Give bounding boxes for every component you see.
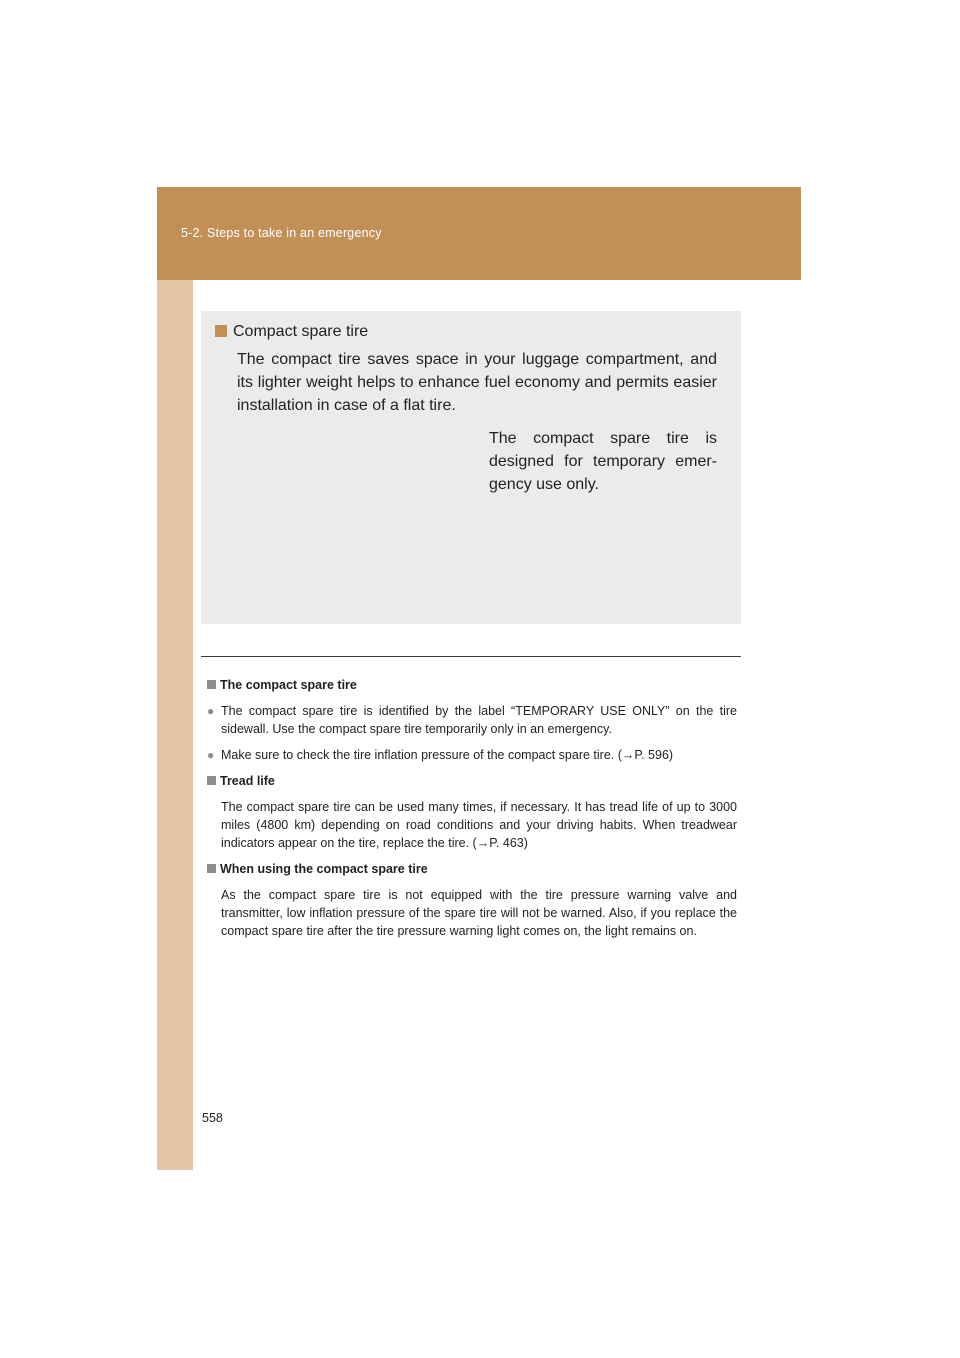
note-heading-text: When using the compact spare tire: [220, 862, 428, 876]
list-item: [207, 702, 737, 738]
square-bullet-icon: [207, 680, 216, 689]
side-strip: [157, 187, 193, 1170]
circle-bullet-icon: ●: [207, 704, 215, 718]
square-bullet-icon: [207, 776, 216, 785]
info-panel: [201, 311, 741, 624]
note-heading-compact-spare: [207, 676, 737, 694]
section-title: 5-2. Steps to take in an emergency: [181, 226, 382, 240]
panel-heading: [215, 323, 368, 341]
page-number: 558: [202, 1111, 223, 1125]
note-body-tread-life: The compact spare tire can be used many times, if necessary. It has tread life of up to 3000 miles (4800 km) depending on road conditions and your driving habits. When treadwear indicators appear on the tire, replace the tire. (→P. 463): [221, 800, 737, 850]
section-header: [157, 187, 801, 280]
list-item-text: The compact spare tire is identified by the label “TEMPORARY USE ONLY” on the tire sidewall. Use the compact spare tire temporarily only in an emergency.: [221, 704, 737, 736]
circle-bullet-icon: ●: [207, 748, 215, 762]
panel-note: The compact spare tire is designed for temporary emer- gency use only.: [489, 430, 717, 493]
note-body-when-using: As the compact spare tire is not equipped with the tire pressure warning valve and transmitter, low inflation pressure of the spare tire will not be warned. Also, if you replace the compact spare tire after the tire pressure warning light comes on, the light remains on.: [221, 888, 737, 938]
note-heading-when-using: [207, 860, 737, 878]
note-heading-text: Tread life: [220, 774, 275, 788]
panel-description: The compact tire saves space in your luggage compartment, and its lighter weight helps to enhance fuel economy and permits easier installation in case of a flat tire.: [237, 351, 717, 414]
note-heading-text: The compact spare tire: [220, 678, 357, 692]
note-heading-tread-life: [207, 772, 737, 790]
notes-section: [207, 676, 737, 948]
square-bullet-icon: [215, 325, 227, 337]
list-item-text: Make sure to check the tire inflation pressure of the compact spare tire. (→P. 596): [221, 748, 674, 762]
divider: [201, 656, 741, 657]
square-bullet-icon: [207, 864, 216, 873]
panel-heading-text: Compact spare tire: [233, 323, 369, 340]
list-item: [207, 746, 737, 764]
